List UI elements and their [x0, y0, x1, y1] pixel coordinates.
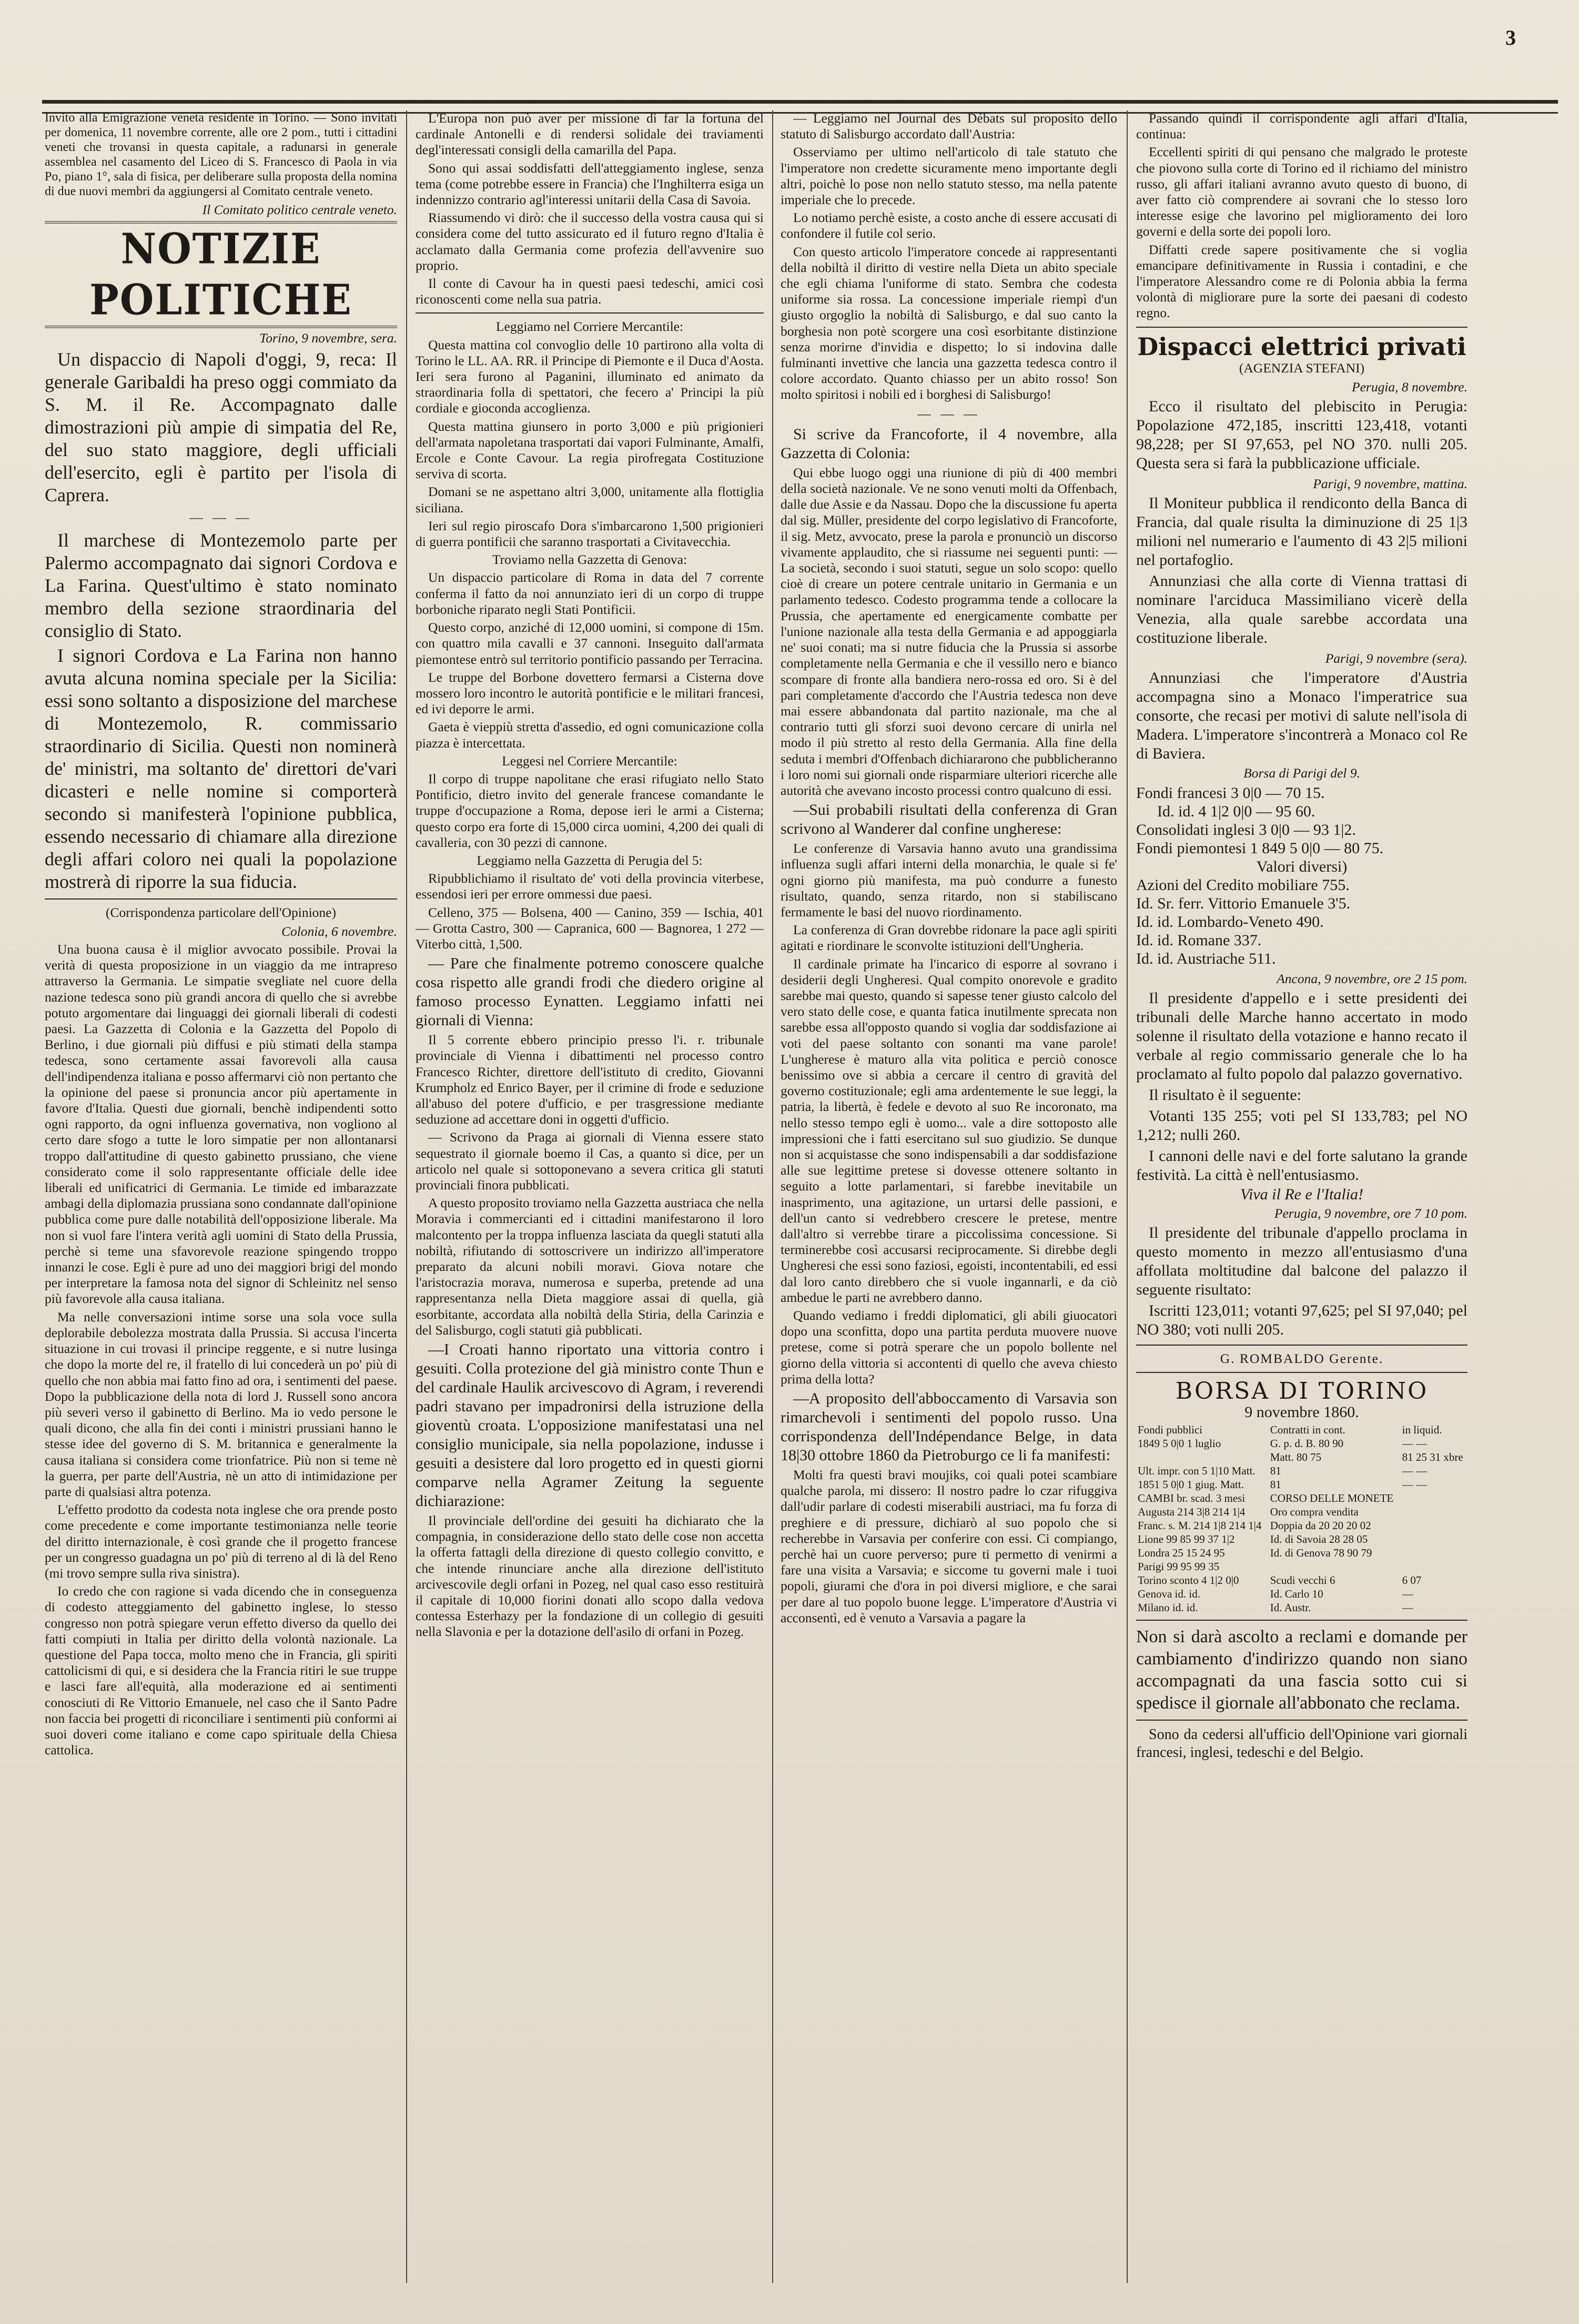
- article-paragraph: L'effetto prodotto da codesta nota inglese che ora prende posto come precedente e come importante testimonianza nelle teorie del diritto internazionale, è così grande che il progetto francese per un congresso guadagna un po' più di terreno al di là del Reno (mi trovo sempre sulla riva sinistra).: [45, 1502, 397, 1581]
- quote-line: Id. id. Romane 337.: [1136, 931, 1262, 949]
- article-paragraph: Qui ebbe luogo oggi una riunione di più di 400 membri della società nazionale. Ve ne sono venuti molti da Offenbach, dalle due Assie e da Nassau. Dopo che la discussione fu aperta dal sig. Müller, presidente del corpo legislativo di Francoforte, il sig. Metz, avvocato, prese la parola e pronunciò un discorso vivamente applaudito, che si riassume nei seguenti punti: — La società, secondo i suoi statuti, segue un solo scopo: quello cioè di creare un potere centrale unitario in Germania e un parlamento tedesco. Codesto programma tende a collocare la Prussia, che apertamente ed energicamente combatte per l'unione nazionale alla testa della Germania e ad appoggiarla ne' suoi conati; ma si nutre fiducia che la Prussia si assorbe completamente nella Germania e che il vessillo nero e bianco scompare di fronte alla bandiera nero-rossa ed oro. Si è del pari completamente d'accordo che l'Austria tedesca non deve mai essere abbandonata dal partito nazionale, ma che al contrario tutti gli sforzi suoi devono cercare di unirla nel modo il più stretto al resto della Germania. Alla fine della seduta i membri d'Offenbach dichiararono che pubblicheranno i loro nomi sui giornali onde risparmiare ulteriori ricerche alle autorità che avevano incosto processi contro qualcuno di essi.: [781, 464, 1117, 798]
- table-cell: [1136, 1450, 1269, 1464]
- table-row: [1136, 1478, 1467, 1491]
- table-cell: [1401, 1519, 1467, 1532]
- article-paragraph: Le truppe del Borbone dovettero fermarsi a Cisterna dove mossero loro incontro le autorità pontificie e le militari francesi, ed ivi deporre le armi.: [416, 669, 764, 717]
- table-cell: 81: [1270, 1478, 1281, 1491]
- dispatch-text: Annunziasi che l'imperatore d'Austria accompagna sino a Monaco l'imperatrice sua consorte, che recasi per motivi di salute nell'isola di Madera. L'imperatore s'incontrerà a Monaco col Re di Baviera.: [1136, 669, 1467, 763]
- borsa-parigi-list: [1136, 784, 1467, 968]
- table-row: [1136, 1464, 1467, 1478]
- table-cell: Matt. 80 75: [1270, 1450, 1322, 1463]
- table-cell: Doppia da 20 20 20 02: [1270, 1519, 1371, 1532]
- quote-line: Id. id. Lombardo-Veneto 490.: [1136, 913, 1324, 931]
- article-paragraph: Passando quindi il corrispondente agli affari d'Italia, continua:: [1136, 110, 1467, 142]
- article-paragraph: Io credo che con ragione si vada dicendo che in conseguenza di codesto atteggiamento del gabinetto inglese, lo stesso congresso non potrà spiegare verun effetto diverso da quello dei fatti compiuti in Italia per diritto della volontà nazionale. La questione del Papa tocca, molto meno che in Francia, gli spiriti cattolicismi di qui, e si desidera che la Francia ritiri le sue truppe e lasci fare all'equità, alla moderazione ed ai sentimenti conosciuti di Re Vittorio Emanuele, nel caso che il Santo Padre non faccia bei progetti di riconciliare i sentimenti più conformi ai suoi doveri come italiano e come capo spirituale della Chiesa cattolica.: [45, 1583, 397, 1758]
- article-paragraph: A questo proposito troviamo nella Gazzetta austriaca che nella Moravia i commercianti ed i cittadini manifestarono il loro malcontento per la troppa influenza lasciata da quegli statuti alla nobiltà, rifiutando di sottoscrivere un indirizzo all'imperatore preparato da alcuni nobili moravi. Giova notare che l'aristocrazia morava, numerosa e superba, pretende ad una rappresentanza nella Dieta maggiore assai di quella, già esorbitante, accordata alla nobiltà della Stiria, della Carinzia e del Salisburgo, cogli statuti già pubblicati.: [416, 1195, 764, 1338]
- emigration-invite: Invito alla Emigrazione veneta residente in Torino. — Sono invitati per domenica, 11 novembre corrente, alle ore 2 pom., tutti i cittadini veneti che trovansi in questa capitale, a radunarsi in generale assemblea nel casamento del Liceo di S. Francesco di Paola in via Po, piano 1°, sala di fisica, per deliberare sulla proposta della nomina di due nuovi membri da aggiungersi al Comitato centrale veneto.: [45, 111, 397, 198]
- table-cell: Franc. s. M. 214 1|8 214 1|4: [1138, 1519, 1262, 1532]
- table-cell: 81 25 31 xbre: [1402, 1450, 1463, 1463]
- borsa-torino-date: 9 novembre 1860.: [1244, 1403, 1359, 1421]
- article-paragraph: —A proposito dell'abboccamento di Varsavia son rimarchevoli i sentimenti del popolo russo. Una corrispondenza dell'Indépendance Belge, in data 18|30 ottobre 1860 da Pietroburgo ce li fa manifesti:: [781, 1390, 1117, 1464]
- dispacci-title: Dispacci elettrici privati: [1137, 332, 1466, 361]
- column-divider: [772, 110, 773, 2283]
- dispatch-date: Parigi, 9 novembre, mattina.: [1313, 476, 1467, 492]
- dispatch-date: Parigi, 9 novembre (sera).: [1325, 651, 1467, 666]
- article-paragraph: Ma nelle conversazioni intime sorse una sola voce sulla deplorabile debolezza mostrata dalla Prussia. Si accusa l'incerta situazione in cui trovasi il principe reggente, e si nutre lusinga che dopo la morte del re, il fratello di lui concederà un po' più di quello che non abbia mai fatto fino ad ora, i sentimenti del paese. Dopo la pubblicazione della nota di lord J. Russell sono ancora più severi verso il gabinetto di Berlino. Ma io vedo persone le quali dicono, che alla fin dei conti i ministri prussiani hanno le stesse idee del governo di S. M. britannica e generalmente la causa italiana si considera come trionfatrice. Più non si teme nè la guerra, per parte dell'Austria, nè un atto di intimidazione per parte di qualsiasi altra potenza.: [45, 1309, 397, 1499]
- article-paragraph: Si scrive da Francoforte, il 4 novembre, alla Gazzetta di Colonia:: [781, 425, 1117, 462]
- section-heading: Leggiamo nel Corriere Mercantile:: [495, 319, 684, 335]
- dispatch-text: Il risultato è il seguente:: [1149, 1086, 1301, 1104]
- table-cell: [1401, 1505, 1467, 1519]
- table-cell: CAMBI br. scad. 3 mesi: [1138, 1491, 1246, 1504]
- divider: [416, 312, 764, 314]
- dispatch-date: Perugia, 9 novembre, ore 7 10 pom.: [1274, 1206, 1467, 1221]
- divider: [1136, 327, 1467, 328]
- quote-line: Id. id. 4 1|2 0|0 — 95 60.: [1157, 802, 1315, 820]
- table-cell: 1851 5 0|0 1 giug. Matt.: [1138, 1478, 1244, 1491]
- table-cell: Id. Austr.: [1270, 1601, 1311, 1614]
- article-paragraph: Il 5 corrente ebbero principio presso l'i. r. tribunale provinciale di Vienna i dibattimenti nel processo contro Francesco Richter, direttore dell'istituto di credito, Giovanni Krumpholz ed Enrico Bayer, per il crimine di frode e seduzione all'abuso del potere d'ufficio, e per trasgressione mediante seduzione ad accettare doni in oggetti d'ufficio.: [416, 1032, 764, 1127]
- table-cell: Londra 25 15 24 95: [1138, 1546, 1225, 1559]
- dispatch-text: Annunziasi che alla corte di Vienna trattasi di nominare l'arciduca Massimiliano vicerè della Venezia, alla quale sarebbe accordata una costituzione liberale.: [1136, 572, 1467, 647]
- table-cell: Contratti in cont.: [1270, 1423, 1345, 1436]
- table-row: [1136, 1573, 1467, 1587]
- table-row: [1136, 1491, 1467, 1505]
- table-row: [1136, 1587, 1467, 1601]
- column-1: [45, 110, 397, 2283]
- dispatch-text: I cannoni delle navi e del forte salutano la grande festività. La città è nell'entusiasmo.: [1136, 1147, 1467, 1184]
- article-paragraph: Con questo articolo l'imperatore concede ai rappresentanti della nobiltà il diritto di vestire nella Dieta un abito speciale che egli chiama l'uniforme di stato. Sembra che codesta uniforme sia rossa. La concessione imperiale riempì d'un giusto orgoglio la nobiltà di Salisburgo, e dal suo canto la borghesia non potè scorgere una così esorbitante distinzione senza morirne d'invidia e dispetto; lo si indovina dalle fulminanti invettive che lancia una gazzetta tedesca contro il colore accordato. Quanto chiasso per un abito rosso! Son molto spiritosi i nobili ed i borghesi di Salisburgo!: [781, 244, 1117, 402]
- divider: [1136, 1620, 1467, 1621]
- table-cell: [1401, 1491, 1467, 1505]
- borsa-parigi-title: Borsa di Parigi del 9.: [1243, 765, 1360, 781]
- article-paragraph: Il corpo di truppe napolitane che erasi rifugiato nello Stato Pontificio, dietro invito del generale francese comandante le truppe d'occupazione a Roma, depose ieri le armi a Cisterna; questo corpo era forte di 15,000 circa uomini, 4,200 dei quali di cavalleria, con 30 pezzi di cannone.: [416, 771, 764, 850]
- section-heading: Troviamo nella Gazzetta di Genova:: [492, 552, 687, 568]
- table-cell: Parigi 99 95 99 35: [1138, 1560, 1220, 1573]
- table-cell: Id. di Savoia 28 28 05: [1270, 1532, 1368, 1545]
- quote-line: Id. id. Austriache 511.: [1136, 949, 1276, 967]
- article-paragraph: Riassumendo vi dirò: che il successo della vostra causa qui si considera come del tutto assicurato ed il futuro regno d'Italia è acclamato dalla Germania come profezia dell'avvenire suo proprio.: [416, 210, 764, 273]
- dispatch-text: Ecco il risultato del plebiscito in Perugia: Popolazione 472,185, inscritti 123,418, votanti 98,228; per SI 97,653, pel NO 370. nulli 205. Questa sera si farà la pubblicazione ufficiale.: [1136, 398, 1467, 472]
- section-heading: Leggiamo nella Gazzetta di Perugia del 5:: [477, 852, 703, 868]
- quote-line: Consolidati inglesi 3 0|0 — 93 1|2.: [1136, 821, 1356, 838]
- article-paragraph: —I Croati hanno riportato una vittoria contro i gesuiti. Colla protezione del già ministro conte Thun e del cardinale Haulik arcivescovo di Agram, i reverendi padri stavano per impadronirsi della istruzione della gioventù croata. L'opposizione manifestatasi una nel consiglio municipale, sia nella popolazione, indusse i gesuiti a desistere dal loro progetto ed in questi giorni comparve nella Agramer Zeitung la seguente dichiarazione:: [416, 1341, 764, 1510]
- article-paragraph: Diffatti crede sapere positivamente che si voglia emancipare definitivamente in Russia i contadini, e che l'imperatore Alessandro come re di Polonia abbia la ferma volontà di migliorare pure la sorte dei paesani di codesto regno.: [1136, 241, 1467, 321]
- article-paragraph: Un dispaccio di Napoli d'oggi, 9, reca: Il generale Garibaldi ha preso oggi commiato da S. M. il Re. Accompagnato dalle dimostrazioni più ampie di simpatia del Re, del suo stato maggiore, degli ufficiali dell'esercito, egli è partito per l'isola di Caprera.: [45, 349, 397, 506]
- article-paragraph: Il cardinale primate ha l'incarico di esporre al sovrano i desiderii degli Ungheresi. Qual compito onorevole e gradito sarebbe mai questo, quando si sapesse tener giusto calcolo del vero stato delle cose, e quanta fatica inutilmente sprecata non sarebbe essa all'opposto quando si voglia dar soddisfazione ai voti del paese soltanto con sonanti ma vane parole! L'ungherese è maturo alla vita politica e perciò conosce benissimo ove si abbia a cercare il centro di gravità del governo costituzionale; egli ama ardentemente le sue leggi, la patria, la libertà, è fedele e devoto al suo Re incoronato, ma nello stesso tempo egli è uomo... vale a dire sottoposto alle impressioni che i fatti esercitano sul suo giudizio. Se dunque non si acquistasse che sono indispensabili a dar soddisfazione alle sue legittime pretese si dovesse ottenere soltanto in seguito a lotte parlamentari, si farebbe inevitabile un inasprimento, una agitazione, un urtarsi delle passioni, e dell'un canto si vedrebbero crescere le pretese, mentre dall'altro si verrebbe tirare a piccolissima concessione. Si terminerebbe così accusarsi reciprocamente. Si direbbe degli Ungheresi che essi sono faziosi, egoisti, incontentabili, ed essi dal loro canto direbbero che si vuole ingannarli, e da ciò ambedue le parti ne avrebbero danno.: [781, 956, 1117, 1305]
- article-paragraph: Il marchese di Montezemolo parte per Palermo accompagnato dai signori Cordova e La Farina. Quest'ultimo è stato nominato membro della sezione straordinaria del consiglio di Stato.: [45, 529, 397, 641]
- table-cell: Id. di Genova 78 90 79: [1270, 1546, 1372, 1559]
- section-heading: Leggesi nel Corriere Mercantile:: [502, 753, 677, 769]
- notice-text: Non si darà ascolto a reclami e domande per cambiamento d'indirizzo quando non siano accompagnati da una fascia sotto cui si spedisce il giornale all'abbonato che reclama.: [1136, 1626, 1467, 1713]
- table-cell: [1401, 1560, 1467, 1573]
- table-cell: [1269, 1560, 1401, 1573]
- column-divider: [1127, 110, 1128, 2283]
- dispatch-text: Il Moniteur pubblica il rendiconto della Banca di Francia, dal quale risulta la diminuzione di 25 1|3 milioni nel numerario e l'aumento di 43 2|5 milioni nel portafoglio.: [1136, 494, 1467, 569]
- article-paragraph: I signori Cordova e La Farina non hanno avuta alcuna nomina speciale per la Sicilia: essi sono soltanto a disposizione del marchese di Montezemolo, R. commissario straordinario di Sicilia. Questi non nominerà de' ministri, ma soltanto de' direttori de'vari dicasteri e nelle nomine si comporterà secondo si manifesterà l'opinione pubblica, essendo necessario di chiamare alla direzione degli affari coloro nei quali la popolazione mostrerà di riporre la sua fiducia.: [45, 644, 397, 892]
- table-cell: 81: [1270, 1464, 1281, 1477]
- dispatch-text: Il presidente d'appello e i sette presidenti dei tribunali delle Marche hanno accertato in modo solenne il risultato della votazione e hanno recato il verbale al regio commissario generale che lo ha proclamato al fulto popolo dal palazzo governativo.: [1136, 989, 1467, 1083]
- article-paragraph: Un dispaccio particolare di Roma in data del 7 corrente conferma il fatto da noi annunziato ieri di un corpo di truppe borboniche riparato negli Stati Pontificii.: [416, 570, 764, 617]
- article-paragraph: — Pare che finalmente potremo conoscere qualche cosa rispetto alle grandi frodi che diedero origine al famoso processo Eynatten. Leggiamo infatti nei giornali di Vienna:: [416, 955, 764, 1029]
- article-paragraph: Ripubblichiamo il risultato de' voti della provincia viterbese, essendosi ieri per errore ommessi due paesi.: [416, 871, 764, 902]
- separator: — — —: [917, 406, 980, 421]
- column-3: [781, 110, 1117, 2283]
- table-cell: CORSO DELLE MONETE: [1270, 1491, 1394, 1504]
- table-cell: Genova id. id.: [1138, 1587, 1200, 1600]
- article-paragraph: L'Europa non può aver per missione di far la fortuna del cardinale Antonelli e di rendersi solidale dei traviamenti degl'interessati consigli della camarilla del Papa.: [416, 110, 764, 158]
- article-paragraph: Questo corpo, anziché di 12,000 uomini, si compone di 15m. con quattro mila cavalli e 37 cannoni. Inseguito dall'armata piemontese entrò sul territorio pontificio passando per Terracina.: [416, 620, 764, 667]
- article-paragraph: Lo notiamo perchè esiste, a costo anche di essere accusati di confondere il futile col serio.: [781, 210, 1117, 241]
- dispatch-text: Il presidente del tribunale d'appello proclama in questo momento in mezzo all'entusiasmo d'una affollata moltitudine dal balcone del palazzo il seguente risultato:: [1136, 1224, 1467, 1299]
- dateline: Torino, 9 novembre, sera.: [259, 330, 397, 346]
- table-row: [1136, 1450, 1467, 1464]
- article-paragraph: Una buona causa è il miglior avvocato possibile. Provai la verità di questa proposizione in un viaggio da me intrapreso attraverso la Germania. Le simpatie svegliate nel cuore della nazione tedesca sono più grandi ancora di quello che si avrebbe potuto argomentare dai linguaggi dei giornali liberali di codesti paesi. La Gazzetta di Colonia e la Gazzetta del Popolo di Berlino, i due giornali più diffusi e più stimati della stampa tedesca, sono certamente assai favorevoli alla causa dell'indipendenza italiana e posso affermarvi ciò non pertanto che la opinione del paese si pronuncia ancor più apertamente in favore d'Italia. Questi due giornali, benchè indipendenti sotto ogni rapporto, da ogni influenza governativa, non vogliono al certo dare sfogo a tutte le loro simpatie per non allontanarsi troppo dall'attitudine di questo gabinetto prussiano, che viene considerato come il solo rappresentante officiale delle idee liberali ed unificatrici di Germania. Le timide ed imbarazzate ambagi della diplomazia prussiana sono condannate dall'opinione pubblica come pure dalle notabilità dell'opposizione liberale. Ma non si vuol fare l'intera verità agli uomini di Stato della Prussia, perchè si teme una sfavorevole reazione spingendo troppo innanzi le cose. Egli è pure ad uno dei maggiori brigi del mondo per interpretare la famosa nota del signor di Schleinitz nel senso più favorevole alla causa italiana.: [45, 942, 397, 1307]
- dispatch-text: Viva il Re e l'Italia!: [1240, 1185, 1364, 1203]
- article-paragraph: Quando vediamo i freddi diplomatici, gli abili giuocatori dopo una sconfitta, dopo una partita perduta muovere nuove pretese, come si potrà sperare che un popolo bollente nel giorno della vittoria si accontenti di quello che aveva chiesto prima della lotta?: [781, 1308, 1117, 1387]
- article-paragraph: Ieri sul regio piroscafo Dora s'imbarcarono 1,500 prigionieri di guerra pontificii che saranno trasportati a Civitavecchia.: [416, 518, 764, 550]
- table-row: [1136, 1437, 1467, 1450]
- divider: [1136, 1720, 1467, 1721]
- quote-line: Fondi francesi 3 0|0 — 70 15.: [1136, 784, 1325, 802]
- article-paragraph: Eccellenti spiriti di qui pensano che malgrado le proteste che piovono sulla corte di Torino ed il richiamo del ministro russo, gli affari italiani avranno avuto questo di buono, di aver fatto ciò comprendere ai sovrani che lo stesso loro interesse esige che lavorino pel miglioramento dei loro governi e della sorte dei popoli loro.: [1136, 144, 1467, 239]
- quote-line: Azioni del Credito mobiliare 755.: [1136, 876, 1350, 894]
- table-cell: [1401, 1532, 1467, 1546]
- dispatch-text: Votanti 135 255; voti pel SI 133,783; pel NO 1,212; nulli 260.: [1136, 1107, 1467, 1144]
- divider: [1136, 1345, 1467, 1346]
- article-paragraph: Questa mattina col convoglio delle 10 partirono alla volta di Torino le LL. AA. RR. il Principe di Piemonte e il Duca d'Aosta. Ieri sera furono al Paganini, illuminato ed animato da straordinaria folla di spettatori, che fecero a' Principi la più cordiale e gioconda accoglienza.: [416, 337, 764, 416]
- borsa-torino-table: [1136, 1423, 1467, 1614]
- article-paragraph: Celleno, 375 — Bolsena, 400 — Canino, 359 — Ischia, 401 — Grotta Castro, 300 — Capranica, 600 — Bagnorea, 1 272 — Viterbo città, 1,500.: [416, 904, 764, 952]
- correspondence-date: Colonia, 6 novembre.: [281, 923, 397, 939]
- article-paragraph: Osserviamo per ultimo nell'articolo di tale statuto che l'imperatore non credette sicuramente meno importante degli altri, poichè lo pose non nello statuto stesso, ma nella patente imperiale che lo precede.: [781, 144, 1117, 208]
- table-cell: 6 07: [1402, 1573, 1422, 1587]
- table-row: [1136, 1519, 1467, 1532]
- table-cell: —: [1402, 1587, 1413, 1600]
- dispatch-date: Perugia, 8 novembre.: [1352, 379, 1467, 395]
- correspondence-heading: (Corrispondenza particolare dell'Opinione): [106, 904, 336, 920]
- section-masthead: NOTIZIE POLITICHE: [45, 221, 397, 328]
- final-notice: Sono da cedersi all'ufficio dell'Opinione vari giornali francesi, inglesi, tedeschi e del Belgio.: [1136, 1726, 1467, 1761]
- dispatch-text: Iscritti 123,011; votanti 97,625; pel SI 97,040; pel NO 380; voti nulli 205.: [1136, 1302, 1467, 1339]
- article-paragraph: La conferenza di Gran dovrebbe ridonare la pace agli spiriti agitati e riordinare le sconvolte istituzioni dell'Ungheria.: [781, 922, 1117, 954]
- dispacci-subtitle: (AGENZIA STEFANI): [1239, 360, 1365, 376]
- table-row: [1136, 1423, 1467, 1437]
- column-4: [1136, 110, 1467, 2283]
- gerente-signature: G. ROMBALDO Gerente.: [1220, 1351, 1384, 1367]
- table-cell: Scudi vecchi 6: [1270, 1573, 1335, 1587]
- table-cell: Oro compra vendita: [1270, 1505, 1359, 1518]
- table-cell: Milano id. id.: [1138, 1601, 1198, 1614]
- table-row: [1136, 1546, 1467, 1560]
- article-paragraph: —Sui probabili risultati della conferenza di Gran scrivono al Wanderer dal confine ungherese:: [781, 801, 1117, 838]
- table-cell: 1849 5 0|0 1 luglio: [1138, 1437, 1221, 1450]
- divider: [1136, 1372, 1467, 1373]
- table-cell: —: [1402, 1601, 1413, 1614]
- table-cell: Augusta 214 3|8 214 1|4: [1138, 1505, 1246, 1518]
- table-row: [1136, 1505, 1467, 1519]
- table-cell: Ult. impr. con 5 1|10 Matt.: [1138, 1464, 1256, 1477]
- separator: — — —: [189, 510, 252, 526]
- table-cell: Id. Carlo 10: [1270, 1587, 1323, 1600]
- table-cell: [1401, 1546, 1467, 1560]
- quote-line: Id. Sr. ferr. Vittorio Emanuele 3'5.: [1136, 894, 1351, 912]
- article-paragraph: — Leggiamo nel Journal des Débats sul proposito dello statuto di Salisburgo accordato dall'Austria:: [781, 110, 1117, 142]
- table-cell: Torino sconto 4 1|2 0|0: [1138, 1573, 1239, 1587]
- dispatch-date: Ancona, 9 novembre, ore 2 15 pom.: [1277, 971, 1467, 986]
- table-cell: — —: [1402, 1478, 1427, 1491]
- page-number: 3: [1505, 26, 1516, 49]
- column-2: [416, 110, 764, 2283]
- article-paragraph: Gaeta è vieppiù stretta d'assedio, ed ogni comunicazione colla piazza è intercettata.: [416, 719, 764, 751]
- article-paragraph: Le conferenze di Varsavia hanno avuto una grandissima influenza sugli affari interni della monarchia, le quale si fe' ogni giorno più manifesta, ma può condurre a funesto risultato, quando, senza ritardo, non si stabiliscano fermamente le basi del nuovo riordinamento.: [781, 841, 1117, 920]
- divider: [45, 898, 397, 900]
- table-cell: — —: [1402, 1464, 1427, 1477]
- column-divider: [406, 110, 407, 2283]
- article-paragraph: Il conte di Cavour ha in questi paesi tedeschi, amici così riconoscenti come nella sua patria.: [416, 276, 764, 307]
- table-row: [1136, 1532, 1467, 1546]
- article-paragraph: Domani se ne aspettano altri 3,000, unitamente alla flottiglia siciliana.: [416, 484, 764, 516]
- table-cell: — —: [1402, 1437, 1427, 1450]
- table-row: [1136, 1601, 1467, 1614]
- article-paragraph: Questa mattina giunsero in porto 3,000 e più prigionieri dell'armata napoletana trasportati dai vapori Fulminante, Amalfi, Ercole e Conte Cavour. La regia pirofregata Costituzione serviva di scorta.: [416, 418, 764, 482]
- table-cell: Fondi pubblici: [1138, 1423, 1203, 1436]
- table-cell: in liquid.: [1402, 1423, 1442, 1436]
- quote-line: Fondi piemontesi 1 849 5 0|0 — 80 75.: [1136, 839, 1384, 857]
- borsa-torino-title: BORSA DI TORINO: [1175, 1378, 1429, 1405]
- article-paragraph: Il provinciale dell'ordine dei gesuiti ha dichiarato che la compagnia, in considerazione dello stato delle cose non accetta la offerta fattagli della direzione di questo collegio convitto, e che intende rinunciare anche alla direzione dell'istituto arcivescovile degli orfani in Pozeg, nel qual caso esso restituirà il capitale di 10,000 fiorini donati allo scopo dalla vedova contessa Esterhazy per la fondazione di un collegio di gesuiti nella Slavonia e per la dotazione dell'asilo di orfani in Pozeg.: [416, 1513, 764, 1640]
- table-row: [1136, 1560, 1467, 1573]
- article-paragraph: — Scrivono da Praga ai giornali di Vienna essere stato sequestrato il giornale boemo il Cas, a quanto si dice, per un articolo nel quale si sottoponevano a severa critica gli statuti provinciali finora pubblicati.: [416, 1129, 764, 1193]
- invite-signature: Il Comitato politico centrale veneto.: [202, 202, 397, 217]
- quote-line: Valori diversi): [1256, 857, 1348, 875]
- table-cell: G. p. d. B. 80 90: [1270, 1437, 1344, 1450]
- article-paragraph: Sono qui assai soddisfatti dell'atteggiamento inglese, senza tema (come potrebbe essere in Francia) che l'Inghilterra esiga un indennizzo contrario agl'interessi unitarii della Casa di Savoia.: [416, 160, 764, 208]
- table-cell: Lione 99 85 99 37 1|2: [1138, 1532, 1235, 1545]
- article-paragraph: Molti fra questi bravi moujiks, coi quali potei scambiare qualche parola, mi dissero: Il nostro padre lo czar rifuggiva dall'udir parlare di codesti miserabili austriaci, ma fu forza di preghiere e di pressure, dichiarò al suo popolo che si recherebbe in Varsavia per conferire con essi. Ci compiango, perchè hai un cuore perverso; pure ti permetto di venirmi a fare una visita a Varsavia; e siccome tu governi male i tuoi popoli, giurami che d'ora in poi diversi migliore, e che sarai per dare al tuo popolo buone legge. L'imperatore d'Austria vi acconsentì, ed è venuto a Varsavia a pagare la: [781, 1467, 1117, 1625]
